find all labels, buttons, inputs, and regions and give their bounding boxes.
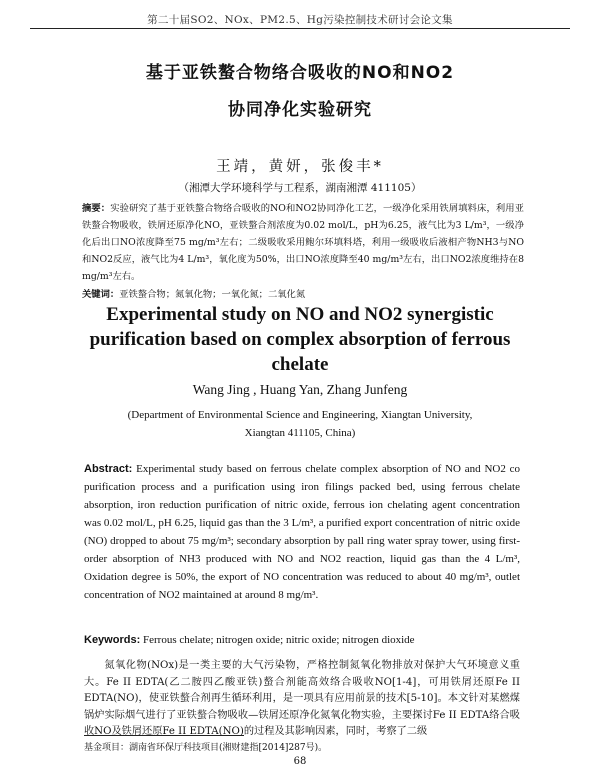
intro-paragraph: 氮氧化物(NOx)是一类主要的大气污染物，严格控制氮氧化物排放对保护大气环境意义重大。Fe II EDTA(乙二胺四乙酸亚铁)螯合剂能高效络合吸收NO[1-4]，可用铁屑还原Fe II EDTA(NO)，使亚铁螯合剂再生循环利用，是一项具有应用前景的技术[5-10]。本文针对某燃煤锅炉实际烟气进行了亚铁螯合物吸收—铁屑还原净化氮氧化物实验，主要探讨Fe II EDTA络合吸收NO及铁屑还原Fe II EDTA(NO)的过程及其影响因素，同时，考察了二级 (84, 660, 520, 737)
cn-authors: 王靖，黄妍，张俊丰* (216, 159, 384, 175)
en-abstract-text: Experimental study based on ferrous chelate complex absorption of NO and NO2 co purification process and a purification using iron filings packed bed, using ferrous chelate absorption, iron reduction purification of nitric oxide, ferrous ion chelating agent concentration was 0.02 mol/L, pH 6.25, liquid gas than the 3 L/m³, a purified export concentration of nitric oxide (NO) dropped to about 75 mg/m³; secondary absorption by pall ring water spray tower, using first-order absorption of NH3 produced with NO and NO2 reaction, liquid gas than the 4 L/m³, Oxidation degree is 50%, the export of NO concentration was reduced to about 40 mg/m³, outlet concentration of NO2 maintained at around 8 mg/m³. (84, 463, 521, 601)
header-divider (30, 28, 570, 29)
cn-title-line-1: 基于亚铁螯合物络合吸收的NO和NO2 (145, 63, 455, 83)
en-affiliation: (Department of Environmental Science and Engineering, Xiangtan University, Xiangtan 411105, China) (127, 409, 473, 439)
cn-keywords-text: 亚铁螯合物；氮氧化物；一氧化氮；二氧化氮 (119, 289, 306, 300)
running-header: 第二十届SO2、NOx、PM2.5、Hg污染控制技术研讨会论文集 (147, 14, 453, 26)
funding-footnote: 基金项目：湖南省环保厅科技项目(湘财建指[2014]287号)。 (84, 743, 328, 753)
en-keywords (84, 634, 520, 646)
cn-keywords-label: 关键词： (82, 289, 120, 300)
en-abstract (84, 460, 520, 604)
footnote-divider (84, 735, 244, 736)
cn-affiliation: （湘潭大学环境科学与工程系，湖南湘潭 411105） (178, 182, 422, 194)
en-keywords-label: Keywords: (84, 634, 141, 646)
page-number: 68 (293, 756, 307, 767)
en-title-line-1: Experimental study on NO and NO2 synergistic (106, 304, 494, 325)
en-title-line-2: purification based on complex absorption of ferrous (89, 329, 511, 350)
en-keywords-text: Ferrous chelate; nitrogen oxide; nitric oxide; nitrogen dioxide (143, 634, 415, 646)
en-abstract-label: Abstract: (84, 463, 133, 475)
en-authors: Wang Jing , Huang Yan, Zhang Junfeng (192, 382, 408, 397)
cn-abstract-text: 实验研究了基于亚铁螯合物络合吸收的NO和NO2协同净化工艺，一级净化采用铁屑填料床，利用亚铁螯合物吸收，铁屑还原净化NO，亚铁螯合剂浓度为0.02 mol/L，pH为6.25，液气比为3 L/m³，一级净化后出口NO浓度降至75 mg/m³左右；二级吸收采用鲍尔环填料塔，利用一级吸收后液相产物NH3与NO和NO2反应，液气比为4 L/m³，氧化度为50%，出口NO浓度降至40 mg/m³左右，出口NO2浓度维持在8 mg/m³左右。 (82, 203, 524, 282)
cn-abstract-label: 摘要： (82, 203, 111, 214)
cn-abstract (82, 200, 524, 285)
en-title-line-3: chelate (271, 354, 329, 375)
cn-title-line-2: 协同净化实验研究 (228, 100, 372, 120)
